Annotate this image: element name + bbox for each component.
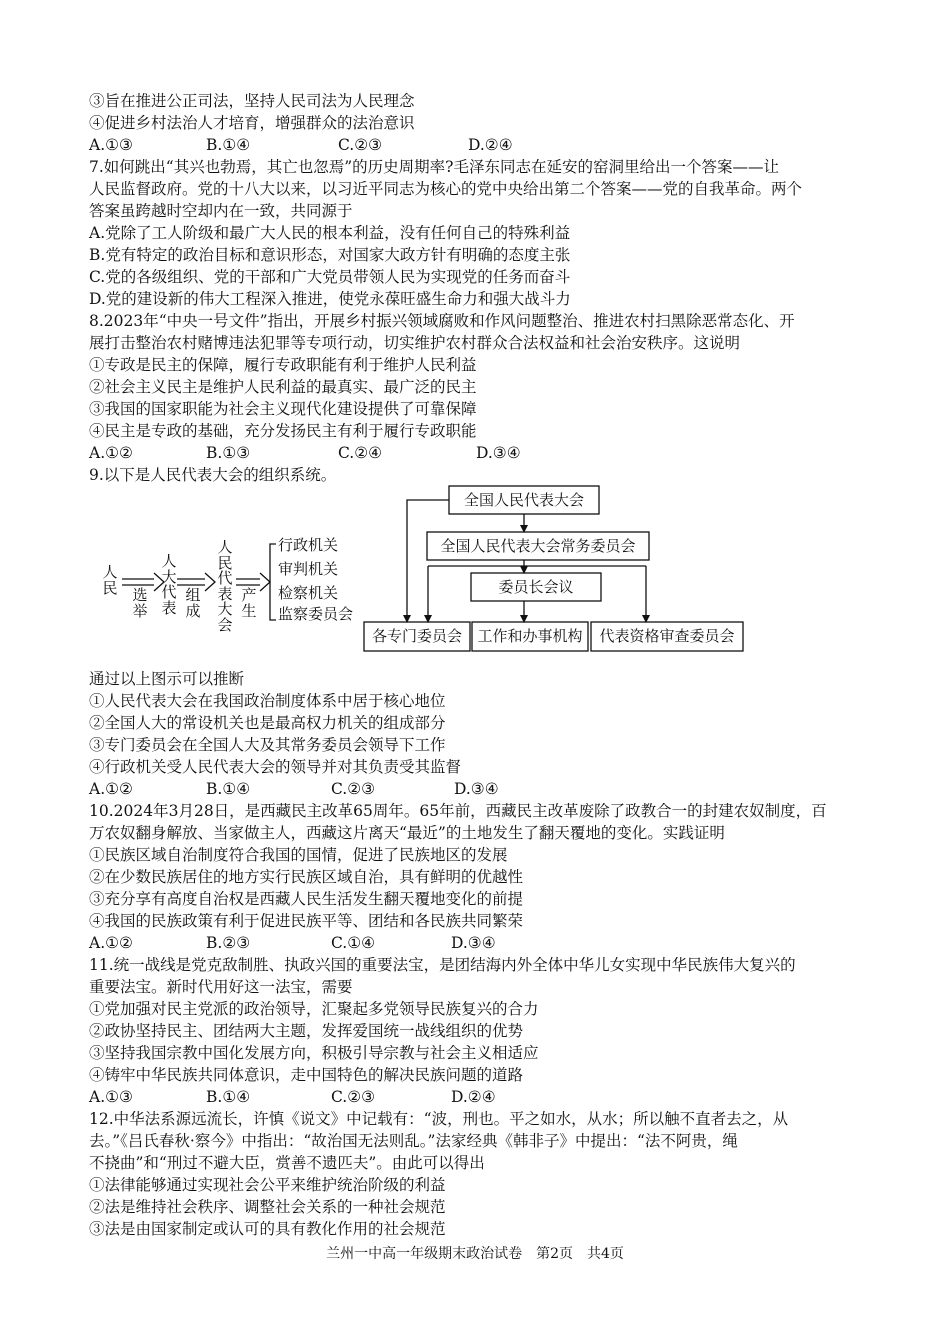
q10-option-c: C.①④ xyxy=(331,934,376,952)
q10-option-a: A.①② xyxy=(89,934,133,952)
q12-item-1: ①法律能够通过实现社会公平来维护统治阶级的利益 xyxy=(89,1176,446,1194)
people-label xyxy=(102,565,118,596)
q11-option-a: A.①③ xyxy=(89,1088,133,1106)
q10-item-3: ③充分享有高度自治权是西藏人民生活发生翻天覆地变化的前提 xyxy=(89,890,524,908)
q7-stem-line-1: 7.如何跳出“其兴也勃焉，其亡也忽焉”的历史周期率?毛泽东同志在延安的窑洞里给出一个答案——让 xyxy=(89,158,779,176)
q10-option-d: D.③④ xyxy=(451,934,496,952)
q10-stem-line-2: 万农奴翻身解放、当家做主人，西藏这片离天“最近”的土地发生了翻天覆地的变化。实践证明 xyxy=(89,824,725,842)
q11-item-4: ④铸牢中华民族共同体意识，走中国特色的解决民族问题的道路 xyxy=(89,1066,524,1084)
produce-label: 产生 xyxy=(241,586,257,620)
credentials-committee-label: 代表资格审查委员会 xyxy=(599,627,735,645)
q7-option-c: C.党的各级组织、党的干部和广大党员带领人民为实现党的任务而奋斗 xyxy=(89,268,571,286)
q12-stem-line-3: 不挠曲”和“刑过不避大臣，赏善不遗匹夫”。由此可以得出 xyxy=(89,1154,485,1172)
q7-option-b: B.党有特定的政治目标和意识形态，对国家大政方针有明确的态度主张 xyxy=(89,246,571,264)
q8-item-3: ③我国的国家职能为社会主义现代化建设提供了可靠保障 xyxy=(89,400,477,418)
q11-options xyxy=(89,1086,789,1108)
organ-judicial: 审判机关 xyxy=(278,560,339,578)
deputies-label: 人大代表 xyxy=(161,552,177,617)
special-committees-label: 各专门委员会 xyxy=(371,627,462,645)
q10-item-1: ①民族区域自治制度符合我国的国情，促进了民族地区的发展 xyxy=(89,846,508,864)
q7-stem-line-3: 答案虽跨越时空却内在一致，共同源于 xyxy=(89,202,353,220)
q9-item-2: ②全国人大的常设机关也是最高权力机关的组成部分 xyxy=(89,714,446,732)
q9-options xyxy=(89,778,789,800)
q6-item-3: ③旨在推进公正司法，坚持人民司法为人民理念 xyxy=(89,92,415,110)
q10-item-4: ④我国的民族政策有利于促进民族平等、团结和各民族共同繁荣 xyxy=(89,912,524,930)
q11-option-c: C.②③ xyxy=(331,1088,376,1106)
organ-supervisory: 监察委员会 xyxy=(278,605,354,623)
q9-option-b: B.①④ xyxy=(206,780,251,798)
organ-admin: 行政机关 xyxy=(278,536,339,554)
q9-item-4: ④行政机关受人民代表大会的领导并对其负责受其监督 xyxy=(89,758,462,776)
q9-lead: 通过以上图示可以推断 xyxy=(89,670,245,688)
q6-item-4: ④促进乡村法治人才培育，增强群众的法治意识 xyxy=(89,114,415,132)
page-footer: 兰州一中高一年级期末政治试卷 第2页 共4页 xyxy=(326,1246,624,1262)
people-text: 人民 xyxy=(102,563,118,597)
q8-item-1: ①专政是民主的保障，履行专政职能有利于维护人民利益 xyxy=(89,356,477,374)
q9-stem: 9.以下是人民代表大会的组织系统。 xyxy=(89,466,337,484)
q12-stem-line-1: 12.中华法系源远流长，许慎《说文》中记载有：“波，刑也。平之如水，从水；所以触不直者去之，从 xyxy=(89,1110,789,1128)
q9-option-d: D.③④ xyxy=(454,780,499,798)
q8-stem-line-1: 8.2023年“中央一号文件”指出，开展乡村振兴领域腐败和作风问题整治、推进农村扫黑除恶常态化、开 xyxy=(89,312,795,330)
q6-options xyxy=(89,134,789,156)
q9-item-1: ①人民代表大会在我国政治制度体系中居于核心地位 xyxy=(89,692,446,710)
q10-stem-line-1: 10.2024年3月28日，是西藏民主改革65周年。65年前，西藏民主改革废除了政教合一的封建农奴制度，百 xyxy=(89,802,827,820)
q12-item-3: ③法是由国家制定或认可的具有教化作用的社会规范 xyxy=(89,1220,446,1238)
q8-option-c: C.②④ xyxy=(338,444,383,462)
q9-item-3: ③专门委员会在全国人大及其常务委员会领导下工作 xyxy=(89,736,446,754)
congress-label: 人民代表大会 xyxy=(217,538,233,634)
organize-label: 组成 xyxy=(185,586,201,620)
q7-option-a: A.党除了工人阶级和最广大人民的根本利益，没有任何自己的特殊利益 xyxy=(89,224,571,242)
q12-item-2: ②法是维持社会秩序、调整社会关系的一种社会规范 xyxy=(89,1198,446,1216)
q8-stem-line-2: 展打击整治农村赌博违法犯罪等专项行动，切实维护农村群众合法权益和社会治安秩序。这说明 xyxy=(89,334,741,352)
organ-procuratorial: 检察机关 xyxy=(278,584,339,602)
q12-stem-line-2: 去。”《吕氏春秋·察今》中指出：“故治国无法则乱。”法家经典《韩非子》中提出：“法不阿贵，绳 xyxy=(89,1132,738,1150)
q8-option-a: A.①② xyxy=(89,444,133,462)
working-bodies-label: 工作和办事机构 xyxy=(477,627,583,645)
q10-item-2: ②在少数民族居住的地方实行民族区域自治，具有鲜明的优越性 xyxy=(89,868,524,886)
q10-option-b: B.②③ xyxy=(206,934,251,952)
q8-option-d: D.③④ xyxy=(476,444,521,462)
q8-options xyxy=(89,442,789,464)
npc-organization-diagram xyxy=(96,484,756,656)
npc-label: 全国人民代表大会 xyxy=(463,491,584,509)
q8-item-2: ②社会主义民主是维护人民利益的最真实、最广泛的民主 xyxy=(89,378,477,396)
q6-option-d: D.②④ xyxy=(468,136,513,154)
q10-options xyxy=(89,932,789,954)
chairmen-meeting-label: 委员长会议 xyxy=(498,578,574,596)
q11-item-2: ②政协坚持民主、团结两大主题，发挥爱国统一战线组织的优势 xyxy=(89,1022,524,1040)
standing-committee-label: 全国人民代表大会常务委员会 xyxy=(440,537,636,555)
q8-option-b: B.①③ xyxy=(206,444,251,462)
q11-option-d: D.②④ xyxy=(451,1088,496,1106)
q9-option-c: C.②③ xyxy=(331,780,376,798)
q11-option-b: B.①④ xyxy=(206,1088,251,1106)
q11-item-3: ③坚持我国宗教中国化发展方向，积极引导宗教与社会主义相适应 xyxy=(89,1044,539,1062)
q11-item-1: ①党加强对民主党派的政治领导，汇聚起多党领导民族复兴的合力 xyxy=(89,1000,539,1018)
q9-option-a: A.①② xyxy=(89,780,133,798)
q7-option-d: D.党的建设新的伟大工程深入推进，使党永葆旺盛生命力和强大战斗力 xyxy=(89,290,571,308)
q8-item-4: ④民主是专政的基础，充分发扬民主有利于履行专政职能 xyxy=(89,422,477,440)
q6-option-b: B.①④ xyxy=(206,136,251,154)
q6-option-c: C.②③ xyxy=(338,136,383,154)
q11-stem-line-2: 重要法宝。新时代用好这一法宝，需要 xyxy=(89,978,353,996)
elect-label: 选举 xyxy=(132,586,148,620)
q6-option-a: A.①③ xyxy=(89,136,133,154)
q7-stem-line-2: 人民监督政府。党的十八大以来，以习近平同志为核心的党中央给出第二个答案——党的自我革命。两个 xyxy=(89,180,803,198)
q11-stem-line-1: 11.统一战线是党克敌制胜、执政兴国的重要法宝，是团结海内外全体中华儿女实现中华民族伟大复兴的 xyxy=(89,956,796,974)
